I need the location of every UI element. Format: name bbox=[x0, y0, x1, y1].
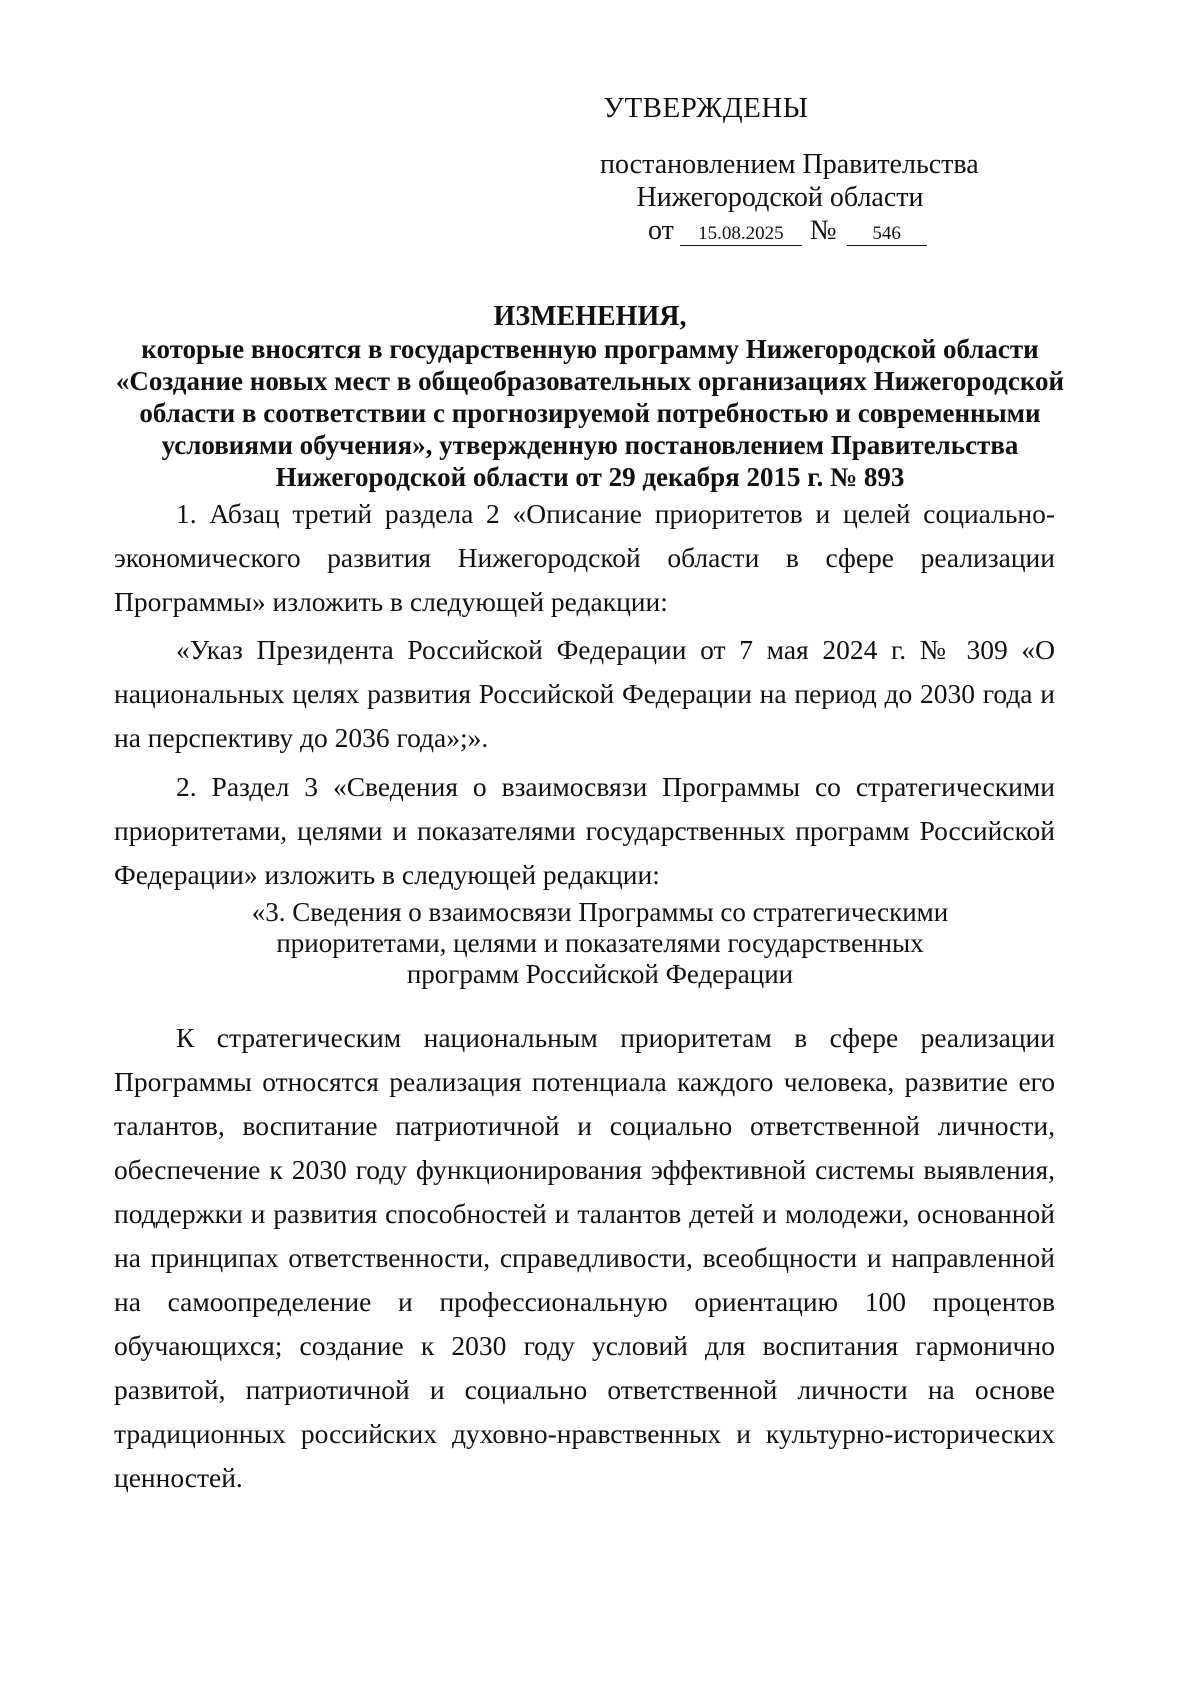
document-heading bbox=[110, 301, 1070, 493]
approval-line-1: постановлением Правительства bbox=[600, 149, 979, 180]
heading-line-4: условиями обучения», утвержденную постановлением Правительства bbox=[161, 430, 1019, 460]
paragraph-3 bbox=[114, 765, 1055, 897]
paragraph-4 bbox=[114, 1016, 1055, 1500]
approval-line-2: Нижегородской области bbox=[636, 182, 924, 213]
section-heading-line-1: «3. Сведения о взаимосвязи Программы со стратегическими bbox=[251, 897, 949, 927]
heading-line-3: области в соответствии с прогнозируемой потребностью и современными bbox=[139, 398, 1041, 428]
approval-date: 15.08.2025 bbox=[680, 223, 802, 246]
number-label: № bbox=[809, 215, 837, 246]
approval-number: 546 bbox=[847, 223, 927, 246]
paragraph-1 bbox=[114, 492, 1055, 624]
section-3-heading bbox=[240, 897, 960, 990]
heading-line-5: Нижегородской области от 29 декабря 2015 г. № 893 bbox=[275, 462, 905, 492]
approval-date-number-line bbox=[648, 214, 927, 247]
document-title: ИЗМЕНЕНИЯ, bbox=[493, 301, 687, 332]
heading-line-2: «Создание новых мест в общеобразовательных организациях Нижегородской bbox=[115, 366, 1065, 396]
approved-label: УТВЕРЖДЕНЫ bbox=[603, 92, 809, 124]
section-heading-line-3: программ Российской Федерации bbox=[406, 959, 794, 989]
from-label: от bbox=[648, 215, 674, 246]
heading-line-1: которые вносятся в государственную программу Нижегородской области bbox=[141, 334, 1039, 364]
section-heading-line-2: приоритетами, целями и показателями государственных bbox=[276, 928, 924, 958]
paragraph-3-text: 2. Раздел 3 «Сведения о взаимосвязи Программы со стратегическими приоритетами, целями и показателями государственных программ Российской Федерации» изложить в следующей редакции: bbox=[114, 771, 1055, 890]
paragraph-2 bbox=[114, 628, 1055, 760]
paragraph-2-text: «Указ Президента Российской Федерации от 7 мая 2024 г. № 309 «О национальных целях развития Российской Федерации на период до 2030 года и на перспективу до 2036 года»;». bbox=[114, 634, 1055, 753]
paragraph-1-text: 1. Абзац третий раздела 2 «Описание приоритетов и целей социально-экономического развития Нижегородской области в сфере реализации Программы» изложить в следующей редакции: bbox=[114, 498, 1055, 617]
paragraph-4-text: К стратегическим национальным приоритетам в сфере реализации Программы относятся реализация потенциала каждого человека, развитие его талантов, воспитание патриотичной и социально ответственной личности, обеспечение к 2030 году функционирования эффективной системы выявления, поддержки и развития способностей и талантов детей и молодежи, основанной на принципах ответственности, справедливости, всеобщности и направленной на самоопределение и профессиональную ориентацию 100 процентов обучающихся; создание к 2030 году условий для воспитания гармонично развитой, патриотичной и социально ответственной личности на основе традиционных российских духовно-нравственных и культурно-исторических ценностей. bbox=[114, 1022, 1055, 1493]
